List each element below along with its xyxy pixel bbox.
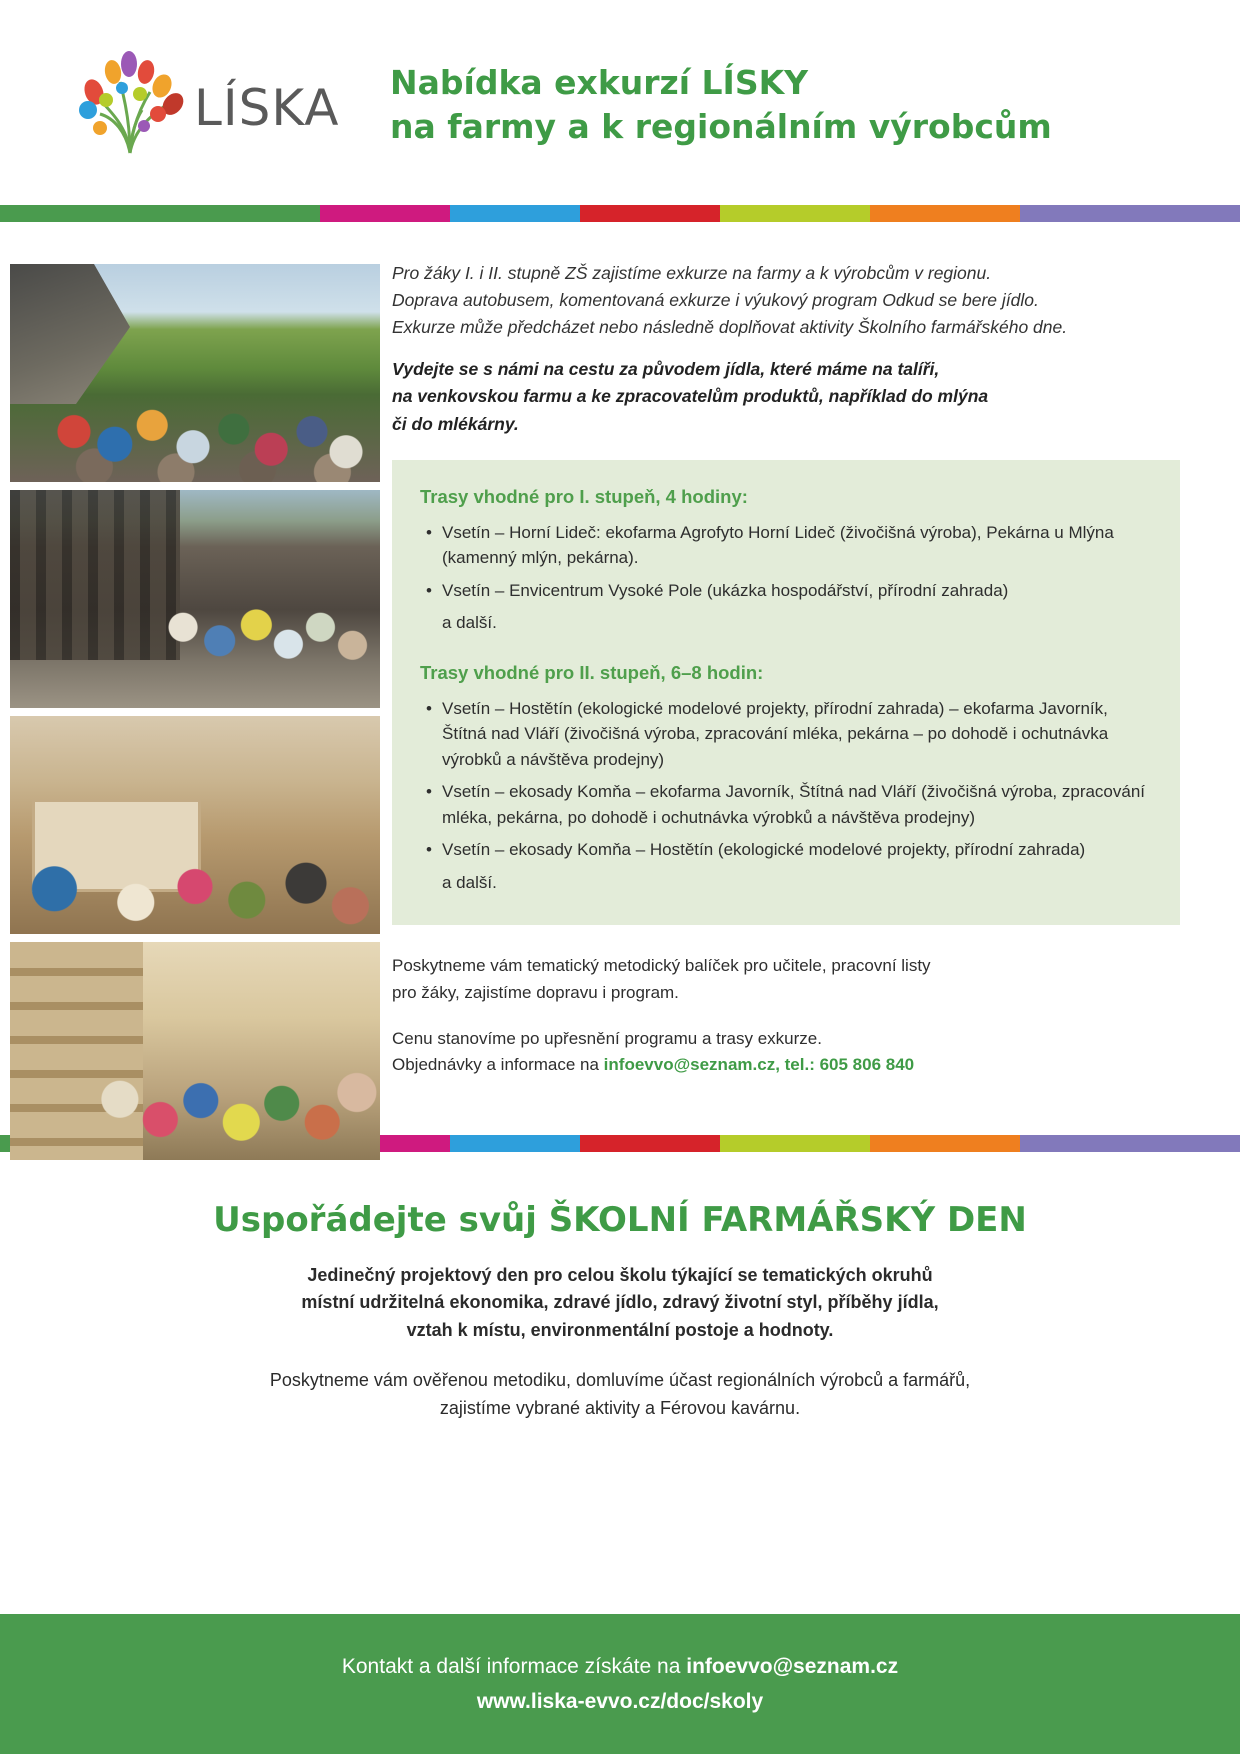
routes-heading-level2: Trasy vhodné pro II. stupeň, 6–8 hodin:: [420, 661, 764, 683]
farm-day-highlight: [90, 1262, 1150, 1346]
color-segment-lime: [720, 1135, 870, 1152]
color-segment-blue: [450, 205, 580, 222]
routes-box: [392, 460, 1180, 926]
liska-logo-icon: [70, 48, 190, 158]
color-segment-green: [0, 205, 320, 222]
contact-link[interactable]: infoevvo@seznam.cz, tel.: 605 806 840: [603, 1055, 915, 1075]
color-segment-lime: [720, 205, 870, 222]
list-item: • Vsetín – ekosady Komňa – Hostětín (ekologické modelové projekty, přírodní zahrada): [420, 837, 1152, 863]
photo-excursion-group-field: [10, 264, 380, 482]
intro-highlight-line-2: na venkovskou farmu a ke zpracovatelům produktů, například do mlýna: [392, 386, 989, 407]
farm-day-title: Uspořádejte svůj ŠKOLNÍ FARMÁŘSKÝ DEN: [213, 1199, 1027, 1240]
color-segment-blue: [450, 1135, 580, 1152]
color-segment-purple: [1020, 205, 1240, 222]
intro-line-3: Exkurze může předcházet nebo následně doplňovat aktivity Školního farmářského dne.: [392, 316, 1068, 337]
photo-farm-shop-interior: [10, 942, 380, 1160]
footer-email-link[interactable]: infoevvo@seznam.cz: [686, 1655, 899, 1679]
farm-day-highlight-line-3: vztah k místu, environmentální postoje a hodnoty.: [406, 1320, 834, 1341]
page-footer: [0, 1614, 1240, 1754]
intro-highlight: [392, 356, 1180, 437]
routes-more-level2: a další.: [442, 872, 497, 892]
color-segment-purple: [1020, 1135, 1240, 1152]
photo-column: [10, 264, 380, 1168]
offer-paragraph: [392, 953, 1180, 1006]
farm-day-description: [90, 1367, 1150, 1423]
intro-highlight-line-1: Vydejte se s námi na cestu za původem jídla, které máme na talíři,: [392, 359, 940, 380]
price-line: Cenu stanovíme po upřesnění programu a trasy exkurze.: [392, 1028, 822, 1048]
farm-day-description-line-1: Poskytneme vám ověřenou metodiku, domluvíme účast regionálních výrobců a farmářů,: [269, 1370, 971, 1391]
list-item: • Vsetín – Hostětín (ekologické modelové projekty, přírodní zahrada) – ekofarma Javorník, Štítná nad Vláří (živočišná výroba, zpracování mléka, pekárna – po dohodě i ochutnávka výrobků a návštěva prodejny): [420, 696, 1152, 773]
photo-bakery-workshop: [10, 716, 380, 934]
photo-barn-animals-children: [10, 490, 380, 708]
orders-prefix: Objednávky a informace na: [392, 1055, 604, 1075]
routes-list-level2: [420, 696, 1152, 863]
list-item: • Vsetín – Envicentrum Vysoké Pole (ukázka hospodářství, přírodní zahrada): [420, 578, 1152, 604]
list-item: • Vsetín – Horní Lideč: ekofarma Agrofyto Horní Lideč (živočišná výroba), Pekárna u Mlýna (kamenný mlýn, pekárna).: [420, 520, 1152, 571]
page-title-line1: Nabídka exkurzí LÍSKY: [390, 62, 809, 102]
farm-day-description-line-2: zajistíme vybrané aktivity a Férovou kavárnu.: [439, 1398, 801, 1419]
routes-more-level1: a další.: [442, 613, 497, 633]
color-segment-orange: [870, 1135, 1020, 1152]
color-segment-red: [580, 1135, 720, 1152]
page-title-line2: na farmy a k regionálním výrobcům: [390, 106, 1052, 146]
farm-day-section: [0, 1152, 1240, 1423]
intro-line-1: Pro žáky I. i II. stupně ZŠ zajistíme exkurze na farmy a k výrobcům v regionu.: [392, 263, 992, 283]
color-segment-orange: [870, 205, 1020, 222]
color-bar-top: [0, 205, 1240, 222]
list-item: • Vsetín – ekosady Komňa – ekofarma Javorník, Štítná nad Vláří (živočišná výroba, zpracování mléka, pekárna, po dohodě i ochutnávka výrobků a návštěva prodejny): [420, 779, 1152, 830]
logo: [70, 48, 390, 158]
page-title: [390, 57, 1052, 148]
color-segment-red: [580, 205, 720, 222]
farm-day-highlight-line-2: místní udržitelná ekonomika, zdravé jídlo, zdravý životní styl, příběhy jídla,: [301, 1292, 939, 1313]
color-segment-magenta: [320, 205, 450, 222]
intro-paragraph: [392, 260, 1180, 340]
price-contact-paragraph: [392, 1026, 1180, 1079]
intro-highlight-line-3: či do mlékárny.: [392, 413, 519, 434]
footer-website-link[interactable]: www.liska-evvo.cz/doc/skoly: [476, 1690, 764, 1713]
routes-heading-level1: Trasy vhodné pro I. stupeň, 4 hodiny:: [420, 485, 748, 507]
text-column: [392, 222, 1240, 1079]
offer-line-2: pro žáky, zajistíme dopravu i program.: [392, 982, 679, 1002]
intro-line-2: Doprava autobusem, komentovaná exkurze i výukový program Odkud se bere jídlo.: [392, 289, 1039, 310]
footer-contact-line: [0, 1650, 1240, 1684]
farm-day-highlight-line-1: Jedinečný projektový den pro celou školu týkající se tematických okruhů: [307, 1264, 933, 1285]
main-content: [0, 222, 1240, 1079]
routes-list-level1: [420, 520, 1152, 604]
logo-wordmark: LÍSKA: [194, 78, 340, 137]
footer-contact-prefix: Kontakt a další informace získáte na: [341, 1655, 687, 1679]
page-header: [0, 0, 1240, 205]
offer-details: [392, 953, 1180, 1078]
offer-line-1: Poskytneme vám tematický metodický balíček pro učitele, pracovní listy: [392, 956, 931, 976]
